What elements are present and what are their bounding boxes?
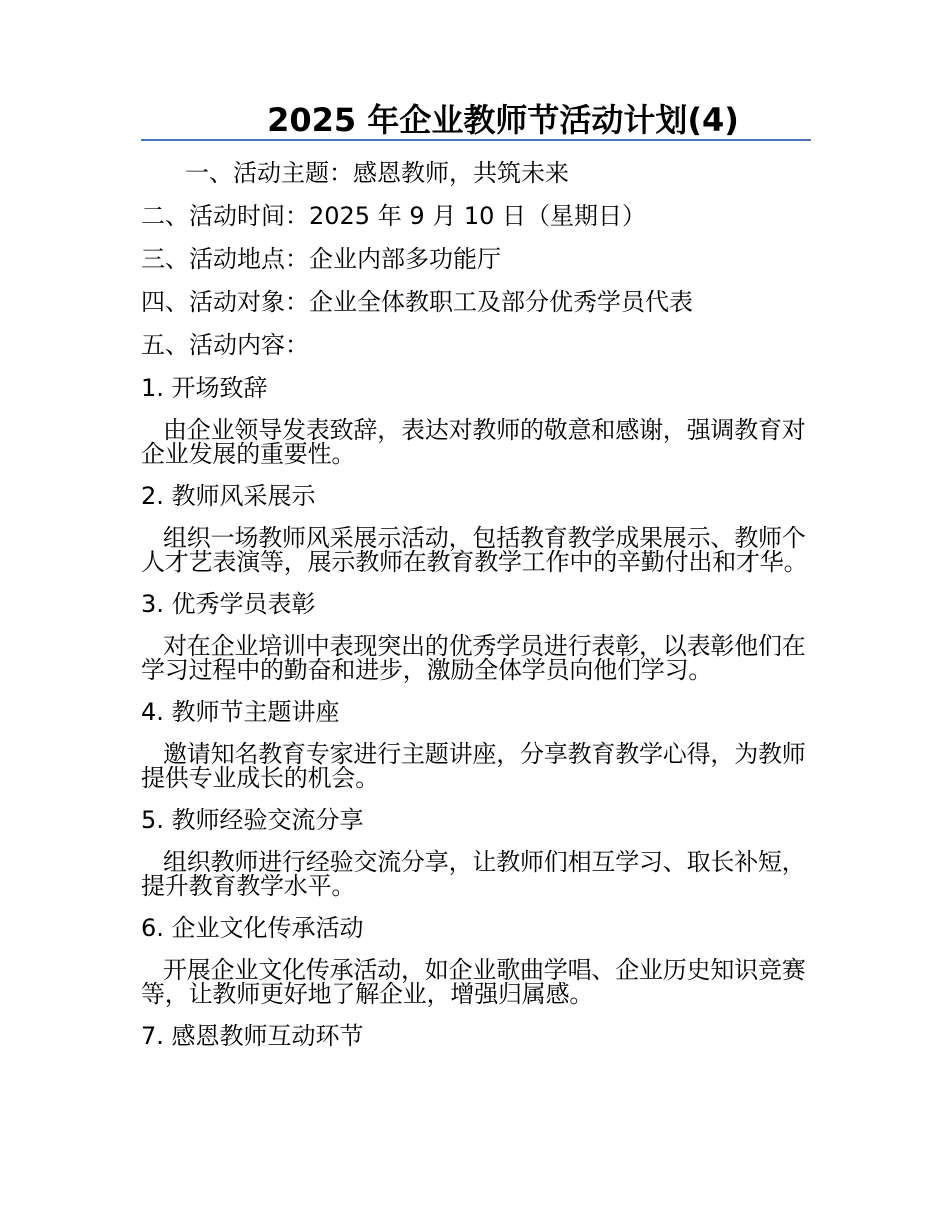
item-body: 开展企业文化传承活动，如企业歌曲学唱、企业历史知识竞赛等，让教师更好地了解企业，增强归属感。 [141, 956, 806, 1008]
item-heading: 3. 优秀学员表彰 [141, 590, 316, 618]
item-heading: 5. 教师经验交流分享 [141, 806, 364, 834]
item-heading: 2. 教师风采展示 [141, 482, 316, 510]
item-heading: 4. 教师节主题讲座 [141, 698, 340, 726]
item-body: 组织一场教师风采展示活动，包括教育教学成果展示、教师个人才艺表演等，展示教师在教育教学工作中的辛勤付出和才华。 [141, 524, 808, 576]
section-time: 二、活动时间：2025 年 9 月 10 日（星期日） [141, 202, 647, 230]
section-audience: 四、活动对象：企业全体教职工及部分优秀学员代表 [141, 288, 693, 316]
item-heading: 6. 企业文化传承活动 [141, 914, 364, 942]
item-body: 组织教师进行经验交流分享，让教师们相互学习、取长补短，提升教育教学水平。 [141, 848, 806, 900]
document-title: 2025 年企业教师节活动计划(4) [267, 101, 739, 139]
document-page [141, 100, 811, 1051]
item-heading: 7. 感恩教师互动环节 [141, 1022, 364, 1050]
item-body: 对在企业培训中表现突出的优秀学员进行表彰，以表彰他们在学习过程中的勤奋和进步，激励全体学员向他们学习。 [141, 632, 806, 684]
item-body: 邀请知名教育专家进行主题讲座，分享教育教学心得，为教师提供专业成长的机会。 [141, 740, 806, 792]
section-theme: 一、活动主题：感恩教师，共筑未来 [185, 159, 569, 187]
item-body: 由企业领导发表致辞，表达对教师的敬意和感谢，强调教育对企业发展的重要性。 [141, 416, 806, 468]
section-place: 三、活动地点：企业内部多功能厅 [141, 245, 501, 273]
section-content-heading: 五、活动内容： [141, 331, 309, 359]
item-heading: 1. 开场致辞 [141, 374, 268, 402]
